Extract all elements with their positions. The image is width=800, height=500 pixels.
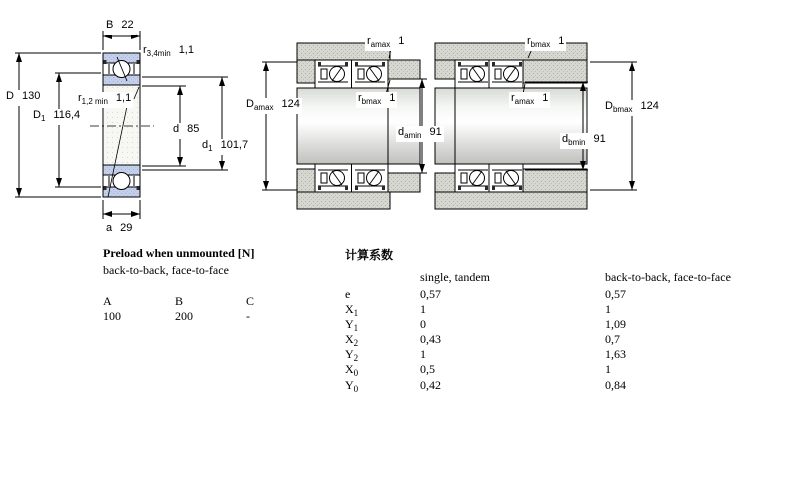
label-value: 1,1 [115, 92, 132, 104]
label-value: 1 [542, 92, 549, 104]
label-base: r [358, 92, 362, 104]
preload-table-subtitle: back-to-back, face-to-face [103, 263, 229, 277]
label-base: a [106, 222, 113, 234]
dim-label-B [104, 19, 136, 35]
label-sub: 3,4min [146, 49, 171, 58]
label-base: D [6, 90, 14, 102]
dim-label-damin [396, 126, 444, 142]
label-sub: bmax [530, 40, 551, 49]
label-value: 1 [389, 92, 396, 104]
label-base: r [527, 35, 531, 47]
factor-row-X1 [345, 302, 611, 318]
label-base: d [202, 139, 209, 151]
dim-label-Dbmax [603, 100, 661, 116]
label-sub: 1,2 min [81, 97, 108, 106]
preload-value: 200 [175, 309, 193, 323]
factor-row-Y0 [345, 378, 626, 394]
dim-label-r12min [76, 92, 133, 108]
label-base: d [562, 133, 569, 145]
dim-label-r34min [141, 44, 196, 60]
label-value: 130 [21, 90, 41, 102]
label-value: 124 [640, 100, 659, 112]
label-sub: bmax [361, 97, 382, 106]
label-value: 101,7 [220, 139, 249, 151]
factor-value-single: 0,5 [420, 362, 435, 376]
label-base: D [605, 100, 613, 112]
label-value: 29 [120, 222, 133, 234]
dim-label-ramax-a [365, 35, 406, 51]
label-sub: amin [404, 131, 422, 140]
dim-label-ramax-b [509, 92, 550, 108]
preload-col-header: B [175, 294, 184, 308]
label-value: 116,4 [53, 109, 81, 121]
label-value: 91 [429, 126, 442, 138]
preload-table-header-row [103, 294, 254, 309]
label-base: D [33, 109, 41, 121]
label-sub: amax [370, 40, 391, 49]
preload-value: 100 [103, 309, 121, 323]
label-base: d [173, 123, 180, 135]
label-base: r [367, 35, 371, 47]
label-base: r [143, 44, 147, 56]
factor-label: $Y_2$ [345, 347, 359, 363]
label-sub: amax [253, 103, 274, 112]
label-base: D [246, 98, 254, 110]
factor-value-paired: 0,84 [605, 378, 626, 392]
label-value: 124 [281, 98, 300, 110]
dim-label-D1 [31, 109, 82, 125]
factor-label: e [345, 287, 351, 301]
label-value: 22 [121, 19, 134, 31]
dim-label-D [4, 90, 42, 106]
factor-value-paired: 0,7 [605, 332, 620, 346]
factor-row-Y2 [345, 347, 626, 363]
dim-label-dbmin [560, 133, 608, 149]
factor-label: $Y_0$ [345, 378, 359, 394]
factor-value-single: 1 [420, 302, 426, 316]
factor-label: $X_1$ [345, 302, 359, 318]
factor-label: $X_0$ [345, 362, 359, 378]
factor-value-single: 0,43 [420, 332, 441, 346]
label-value: 1 [558, 35, 565, 47]
factor-label: $X_2$ [345, 332, 359, 348]
factor-col1-header: single, tandem [420, 270, 490, 284]
factor-value-paired: 1,09 [605, 317, 626, 331]
factor-row-X2 [345, 332, 620, 348]
factor-col2-header: back-to-back, face-to-face [605, 270, 731, 284]
label-value: 85 [187, 123, 200, 135]
factor-value-paired: 1,63 [605, 347, 626, 361]
label-value: 91 [593, 133, 606, 145]
factor-row-e [345, 287, 626, 303]
preload-table-title: Preload when unmounted [N] [103, 246, 255, 260]
label-base: r [78, 92, 82, 104]
factor-value-paired: 1 [605, 362, 611, 376]
factor-value-single: 0,42 [420, 378, 441, 392]
factor-row-Y1 [345, 317, 626, 333]
label-sub: 1 [208, 144, 213, 153]
label-base: d [398, 126, 405, 138]
preload-col-header: A [103, 294, 112, 308]
dim-label-d [171, 123, 201, 139]
factor-row-X0 [345, 362, 611, 378]
label-sub: bmin [568, 138, 586, 147]
dim-label-d1 [200, 139, 250, 155]
factor-value-single: 0 [420, 317, 426, 331]
label-sub: 1 [40, 114, 46, 123]
preload-col-header: C [246, 294, 255, 308]
label-base: r [511, 92, 515, 104]
label-sub: bmax [612, 105, 633, 114]
factor-table-title: 计算系数 [345, 248, 394, 262]
factor-value-single: 1 [420, 347, 426, 361]
preload-value: - [246, 309, 250, 323]
factor-value-paired: 0,57 [605, 287, 626, 301]
label-sub: amax [514, 97, 535, 106]
mounting-diagram-b [435, 43, 637, 209]
dim-label-rbmax-b [525, 35, 566, 51]
factor-value-paired: 1 [605, 302, 611, 316]
label-base: B [106, 19, 114, 31]
preload-table-value-row [103, 309, 250, 324]
dim-label-rbmax-a [356, 92, 397, 108]
dim-label-a [104, 222, 134, 238]
dim-label-Damax [244, 98, 302, 114]
label-value: 1 [398, 35, 405, 47]
factor-label: $Y_1$ [345, 317, 359, 333]
label-value: 1,1 [178, 44, 194, 56]
factor-value-single: 0,57 [420, 287, 441, 301]
